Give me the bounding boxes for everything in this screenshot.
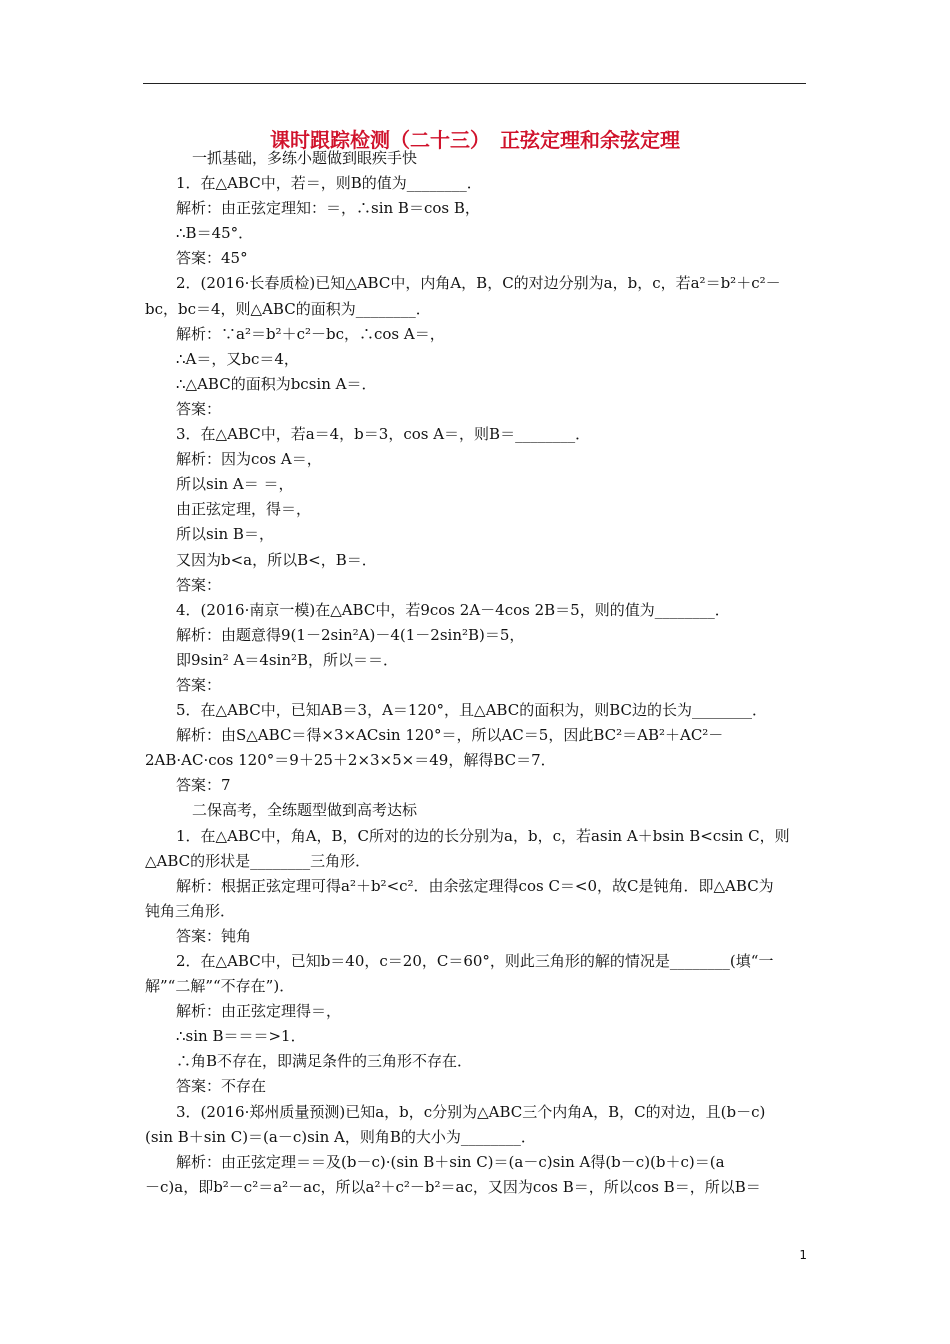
text-line: 答案：钝角 <box>176 926 252 945</box>
text-line: 所以sin A＝ ＝， <box>176 475 294 494</box>
text-line: 解析：由正弦定理知：＝，∴sin B＝cos B， <box>176 199 480 218</box>
text-line: 1．在△ABC中，角A，B，C所对的边的长分别为a，b，c，若asin A＋bsin B<csin C，则 <box>176 826 790 845</box>
text-line: 又因为b<a，所以B<，B＝． <box>176 550 377 569</box>
text-line: 5．在△ABC中，已知AB＝3，A＝120°，且△ABC的面积为，则BC边的长为________． <box>176 701 767 720</box>
text-line: 答案：不存在 <box>176 1077 267 1096</box>
text-line: 解析：由正弦定理得＝， <box>176 1002 342 1021</box>
text-line: 答案：45° <box>176 249 248 268</box>
text-line: 2AB·AC·cos 120°＝9＋25＋2×3×5×＝49，解得BC＝7． <box>145 751 556 770</box>
text-line: 解析：∵a²＝b²＋c²－bc，∴cos A＝， <box>176 324 445 343</box>
text-line: 答案： <box>176 575 222 594</box>
text-line: ∴B＝45°． <box>176 224 254 243</box>
text-line: 由正弦定理，得＝， <box>176 500 312 519</box>
page-title: 课时跟踪检测（二十三） 正弦定理和余弦定理 <box>270 128 680 152</box>
text-line: 解析：由S△ABC＝得×3×ACsin 120°＝，所以AC＝5，因此BC²＝AB²＋AC²－ <box>176 726 724 745</box>
text-line: 解析：因为cos A＝， <box>176 450 322 469</box>
text-line: 解析：由题意得9(1－2sin²A)－4(1－2sin²B)＝5， <box>176 625 525 644</box>
text-line: 一抓基础，多练小题做到眼疾手快 <box>192 149 418 167</box>
text-line: 2．在△ABC中，已知b＝40，c＝20，C＝60°，则此三角形的解的情况是________(填“一 <box>176 952 774 970</box>
document-body <box>145 146 807 1200</box>
text-line: 解析：由正弦定理＝＝及(b－c)·(sin B＋sin C)＝(a－c)sin A得(b－c)(b＋c)＝(a <box>176 1152 725 1171</box>
text-line: ∴△ABC的面积为bcsin A＝． <box>176 374 377 393</box>
text-line: 2．(2016·长春质检)已知△ABC中，内角A，B，C的对边分别为a，b，c，若a²＝b²＋c²－ <box>176 274 781 293</box>
text-line: 即9sin² A＝4sin²B，所以＝＝． <box>176 650 399 669</box>
text-line: 3．(2016·郑州质量预测)已知a，b，c分别为△ABC三个内角A，B，C的对边，且(b－c) <box>176 1102 766 1121</box>
text-line: bc，bc＝4，则△ABC的面积为________． <box>145 299 431 318</box>
text-line: 所以sin B＝， <box>176 525 274 544</box>
page-number: 1 <box>799 1248 807 1262</box>
text-line: 解”“二解”“不存在”)． <box>145 977 295 996</box>
text-line: 答案： <box>176 399 222 418</box>
text-line: 答案：7 <box>176 776 231 795</box>
text-line: ∴A＝，又bc＝4， <box>176 349 299 368</box>
text-line: 答案： <box>176 675 222 694</box>
text-line: ∴sin B＝＝＝>1． <box>176 1027 306 1046</box>
text-line: 4．(2016·南京一模)在△ABC中，若9cos 2A－4cos 2B＝5，则的值为________． <box>176 600 730 619</box>
header-rule <box>143 83 806 84</box>
text-line: 解析：根据正弦定理可得a²＋b²<c²．由余弦定理得cos C＝<0，故C是钝角．即△ABC为 <box>176 876 774 895</box>
text-line: 钝角三角形． <box>145 901 236 920</box>
text-line: 3．在△ABC中，若a＝4，b＝3，cos A＝，则B＝________． <box>176 425 591 444</box>
text-line: (sin B＋sin C)＝(a－c)sin A，则角B的大小为________． <box>145 1127 536 1146</box>
text-line: 二保高考，全练题型做到高考达标 <box>192 801 418 820</box>
text-line: ∴角B不存在，即满足条件的三角形不存在． <box>176 1052 473 1071</box>
text-line: △ABC的形状是________三角形． <box>145 851 371 870</box>
text-line: 1．在△ABC中，若＝，则B的值为________． <box>176 174 482 193</box>
text-line: －c)a，即b²－c²＝a²－ac，所以a²＋c²－b²＝ac，又因为cos B＝，所以cos B＝，所以B＝ <box>145 1177 761 1196</box>
